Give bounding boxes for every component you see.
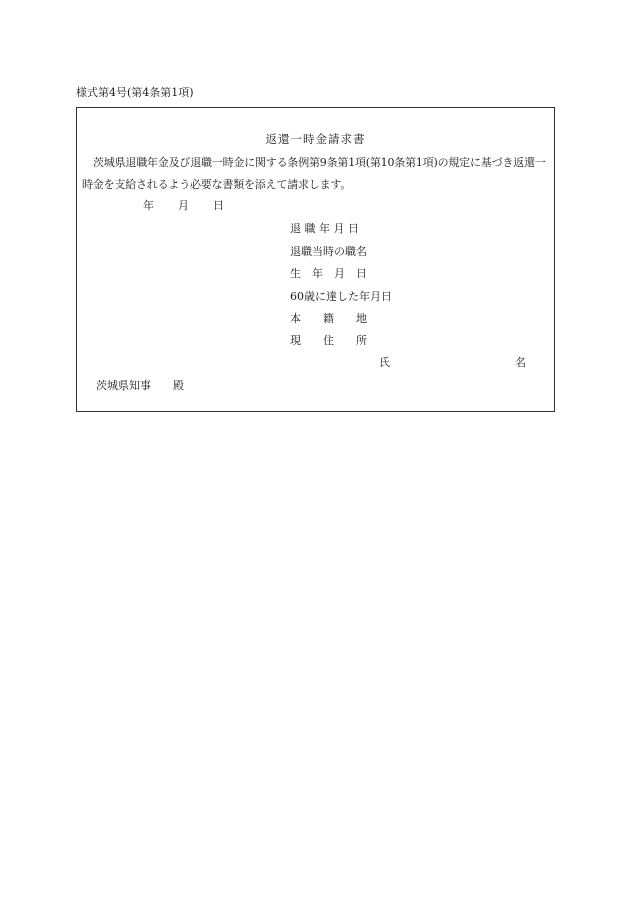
birth-date-label: 生 年 月 日: [290, 267, 367, 280]
form-number: 様式第4号(第4条第1項): [76, 86, 194, 99]
signature-given-name-label: 名: [515, 356, 526, 369]
registered-domicile-label: 本 籍 地: [290, 312, 367, 325]
request-statement: 茨城県退職年金及び退職一時金に関する条例第9条第1項(第10条第1項)の規定に基づき返還一時金を支給されるよう必要な書類を添えて請求します。: [82, 156, 546, 191]
date-month-label: 月: [178, 199, 189, 212]
current-address-label: 現 住 所: [290, 334, 367, 347]
addressee-name: 茨城県知事: [96, 379, 151, 392]
addressee: [96, 377, 184, 393]
date-year-label: 年: [143, 199, 154, 212]
form-box: [76, 107, 555, 412]
position-at-retirement-label: 退職当時の職名: [290, 245, 367, 258]
retirement-date-label: 退 職 年 月 日: [290, 222, 359, 235]
document-title: 返還一時金請求書: [265, 132, 366, 146]
signature-family-name-label: 氏: [379, 356, 390, 369]
age-60-date-label: 60歳に達した年月日: [290, 290, 392, 303]
addressee-honorific: 殿: [173, 379, 184, 392]
date-day-label: 日: [213, 199, 224, 212]
